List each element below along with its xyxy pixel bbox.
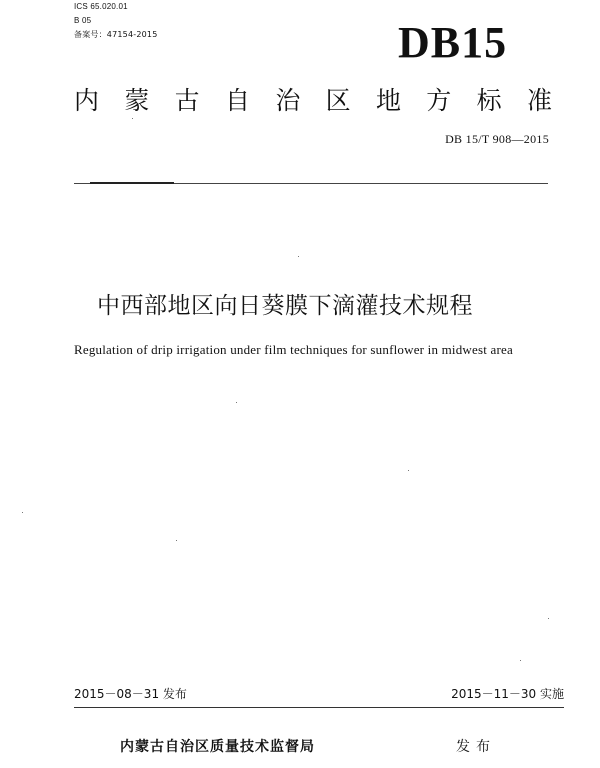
issuing-authority: 内蒙古自治区质量技术监督局 (120, 739, 315, 755)
heading-char: 内 (74, 86, 100, 115)
title-chinese: 中西部地区向日葵膜下滴灌技术规程 (97, 293, 473, 319)
ccs-code: B 05 (74, 16, 92, 25)
scan-speck (132, 118, 133, 119)
heading-char: 准 (526, 86, 552, 115)
heading-char: 蒙 (124, 86, 150, 115)
heading-char: 区 (325, 86, 351, 115)
heading-char: 地 (375, 86, 401, 115)
heading-char: 治 (275, 86, 301, 115)
issue-date: 2015－08－31 发布 (74, 687, 187, 701)
scan-speck (298, 256, 299, 257)
title-english: Regulation of drip irrigation under film techniques for sunflower in midwest area (74, 342, 513, 357)
heading-char: 古 (174, 86, 200, 115)
scan-speck (548, 618, 549, 619)
heading-char: 方 (426, 86, 452, 115)
filing-number: 备案号：47154-2015 (74, 30, 158, 39)
ics-code: ICS 65.020.01 (74, 2, 128, 11)
scan-speck (408, 470, 409, 471)
top-divider-accent (90, 182, 174, 184)
scan-speck (176, 540, 177, 541)
scan-speck (520, 660, 521, 661)
implementation-date: 2015－11－30 实施 (451, 687, 564, 701)
heading-char: 标 (476, 86, 502, 115)
issued-label: 发布 (456, 739, 496, 755)
region-standard-heading (74, 84, 552, 118)
bottom-divider (74, 707, 564, 708)
standard-number: DB 15/T 908—2015 (445, 132, 549, 146)
standard-code-logo: DB15 (398, 18, 508, 67)
scan-speck (22, 512, 23, 513)
heading-char: 自 (224, 86, 250, 115)
scan-speck (236, 402, 237, 403)
